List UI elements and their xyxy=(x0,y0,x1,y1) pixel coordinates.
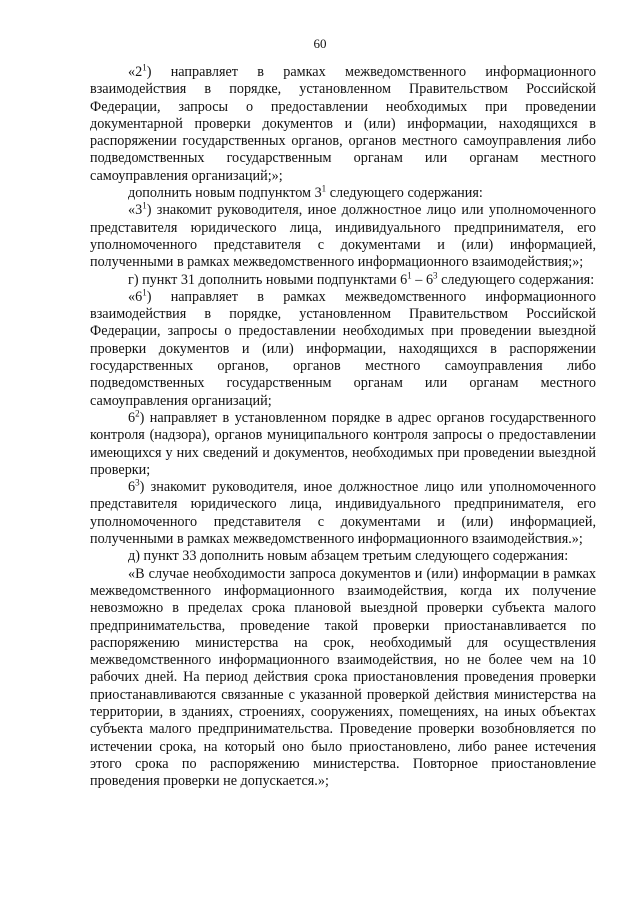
paragraph: дополнить новым подпунктом $3^1$ следующего содержания: xyxy=(128,183,483,202)
page-number: 60 xyxy=(313,36,327,51)
paragraph: д) пункт 33 дополнить новым абзацем третьим следующего содержания: xyxy=(128,548,569,565)
paragraph: «$2^1$) направляет в рамках межведомственного информационного взаимодействия в порядке, установленном Правительством Российской Федерации, запросы о предоставлении необходимых при проведении документарной проверки документов и (или) информации, находящихся в распоряжении государственных органов, органов местного самоуправления либо подведомственных государственным органам или органам местного самоуправления организаций;»; xyxy=(90,62,596,184)
paragraph: г) пункт 31 дополнить новыми подпунктами $6^1 - 6^3$ следующего содержания: xyxy=(128,269,595,288)
paragraph: $6^3$) знакомит руководителя, иное должностное лицо или уполномоченного представителя юридического лица, индивидуального предпринимателя, его уполномоченного представителя с документами и (или) информацией, полученными в рамках межведомственного информационного взаимодействия.»; xyxy=(90,477,596,548)
paragraph: «В случае необходимости запроса документов и (или) информации в рамках межведомственного информационного взаимодействия, когда их получение невозможно в пределах срока плановой выездной проверки субъекта малого предпринимательства, проведение такой проверки приостанавливается по распоряжению министерства на срок, необходимый для осуществления межведомственного информационного взаимодействия, но не более чем на 10 рабочих дней. На период действия срока приостановления проведения проверки приостанавливаются связанные с указанной проверкой действия министерства на территории, в зданиях, строениях, сооружениях, помещениях, на иных объектах субъекта малого предпринимательства. Проведение проверки возобновляется по истечении срока, на который оно было приостановлено, либо ранее истечения этого срока по распоряжению министерства. Повторное приостановление проведения проверки не допускается.»; xyxy=(90,565,596,790)
paragraph: «$6^1$) направляет в рамках межведомственного информационного взаимодействия в порядке, установленном Правительством Российской Федерации, запросы о предоставлении необходимых при проведении выездной проверки документов и (или) информации, находящихся в распоряжении государственных органов, органов местного самоуправления либо подведомственных государственным органам или органам местного самоуправления организаций; xyxy=(90,287,596,409)
paragraph: $6^2$) направляет в установленном порядке в адрес органов государственного контроля (надзора), органов муниципального контроля запросы о предоставлении имеющихся у них сведений и документов, необходимых при проведении выездной проверки; xyxy=(90,408,596,478)
document-body xyxy=(90,64,596,790)
paragraph: «$3^1$) знакомит руководителя, иное должностное лицо или уполномоченного представителя юридического лица, индивидуального предпринимателя, его уполномоченного представителя с документами и (или) информацией, полученными в рамках межведомственного информационного взаимодействия;»; xyxy=(90,200,596,271)
